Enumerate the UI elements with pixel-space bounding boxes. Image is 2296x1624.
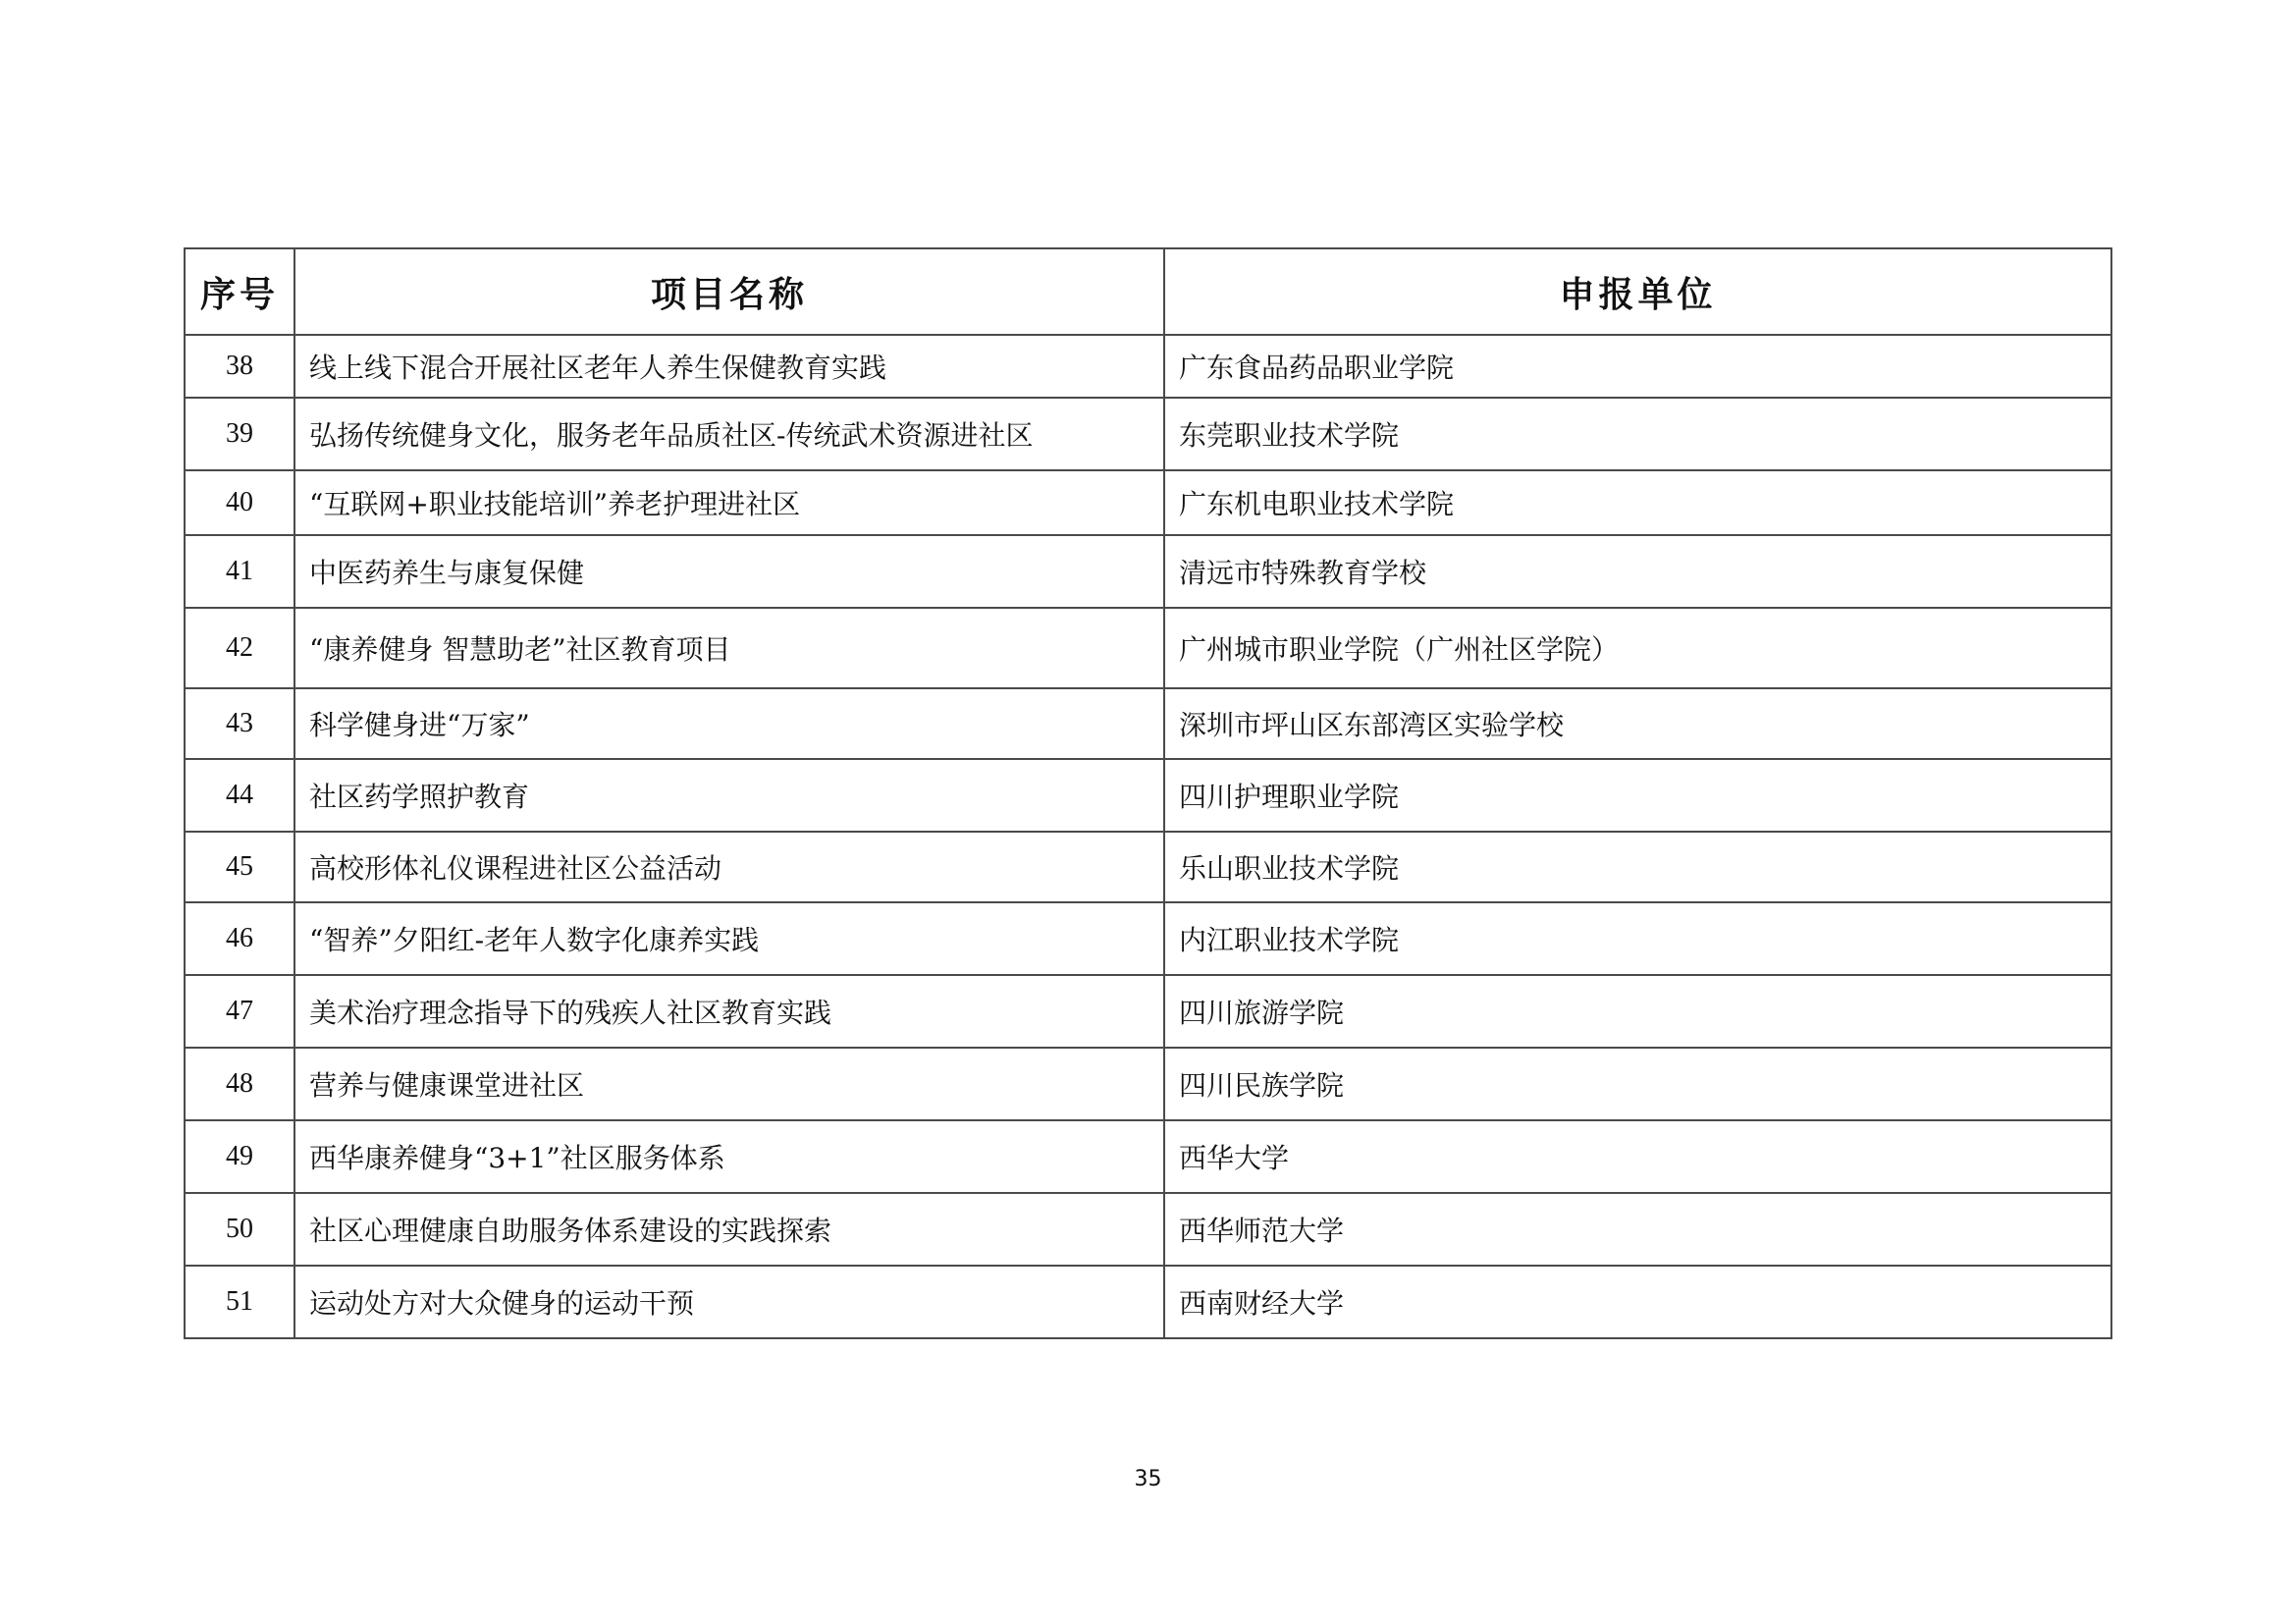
page-number: 35: [1134, 1467, 1162, 1491]
row-applicant-unit: 四川旅游学院: [1164, 975, 2111, 1048]
row-project-name: “康养健身 智慧助老”社区教育项目: [294, 608, 1164, 688]
row-number: 48: [185, 1048, 294, 1120]
row-applicant-unit: 西南财经大学: [1164, 1266, 2111, 1338]
row-applicant-unit: 深圳市坪山区东部湾区实验学校: [1164, 688, 2111, 759]
row-number: 38: [185, 335, 294, 398]
row-applicant-unit: 内江职业技术学院: [1164, 902, 2111, 975]
table-body: [185, 335, 2111, 1338]
row-project-name: 中医药养生与康复保健: [294, 535, 1164, 608]
row-project-name: 科学健身进“万家”: [294, 688, 1164, 759]
row-project-name: 美术治疗理念指导下的残疾人社区教育实践: [294, 975, 1164, 1048]
row-number: 40: [185, 470, 294, 535]
row-project-name: “智养”夕阳红-老年人数字化康养实践: [294, 902, 1164, 975]
table-row: [185, 688, 2111, 759]
table-row: [185, 470, 2111, 535]
table-row: [185, 975, 2111, 1048]
row-project-name: 西华康养健身“3+1”社区服务体系: [294, 1120, 1164, 1193]
row-number: 46: [185, 902, 294, 975]
table-row: [185, 398, 2111, 470]
row-applicant-unit: 清远市特殊教育学校: [1164, 535, 2111, 608]
project-table: [184, 247, 2112, 1339]
table-row: [185, 1120, 2111, 1193]
row-number: 45: [185, 832, 294, 902]
table-row: [185, 335, 2111, 398]
row-applicant-unit: 广东食品药品职业学院: [1164, 335, 2111, 398]
row-project-name: 弘扬传统健身文化，服务老年品质社区-传统武术资源进社区: [294, 398, 1164, 470]
row-project-name: 运动处方对大众健身的运动干预: [294, 1266, 1164, 1338]
row-project-name: 社区心理健康自助服务体系建设的实践探索: [294, 1193, 1164, 1266]
row-applicant-unit: 西华大学: [1164, 1120, 2111, 1193]
row-applicant-unit: 四川护理职业学院: [1164, 759, 2111, 832]
header-project-name: 项目名称: [294, 248, 1164, 335]
row-applicant-unit: 西华师范大学: [1164, 1193, 2111, 1266]
table-header-row: [185, 248, 2111, 335]
row-applicant-unit: 广东机电职业技术学院: [1164, 470, 2111, 535]
row-project-name: 高校形体礼仪课程进社区公益活动: [294, 832, 1164, 902]
row-project-name: “互联网+职业技能培训”养老护理进社区: [294, 470, 1164, 535]
row-number: 43: [185, 688, 294, 759]
table-row: [185, 902, 2111, 975]
table-row: [185, 1266, 2111, 1338]
table-row: [185, 759, 2111, 832]
row-applicant-unit: 东莞职业技术学院: [1164, 398, 2111, 470]
row-applicant-unit: 乐山职业技术学院: [1164, 832, 2111, 902]
row-project-name: 营养与健康课堂进社区: [294, 1048, 1164, 1120]
table-row: [185, 1193, 2111, 1266]
row-number: 44: [185, 759, 294, 832]
row-number: 51: [185, 1266, 294, 1338]
row-number: 49: [185, 1120, 294, 1193]
row-number: 41: [185, 535, 294, 608]
table-row: [185, 608, 2111, 688]
table-row: [185, 1048, 2111, 1120]
table-row: [185, 535, 2111, 608]
row-project-name: 社区药学照护教育: [294, 759, 1164, 832]
row-number: 42: [185, 608, 294, 688]
row-applicant-unit: 四川民族学院: [1164, 1048, 2111, 1120]
table-row: [185, 832, 2111, 902]
row-applicant-unit: 广州城市职业学院（广州社区学院）: [1164, 608, 2111, 688]
row-project-name: 线上线下混合开展社区老年人养生保健教育实践: [294, 335, 1164, 398]
header-applicant-unit: 申报单位: [1164, 248, 2111, 335]
row-number: 50: [185, 1193, 294, 1266]
header-number: 序号: [185, 248, 294, 335]
row-number: 47: [185, 975, 294, 1048]
row-number: 39: [185, 398, 294, 470]
